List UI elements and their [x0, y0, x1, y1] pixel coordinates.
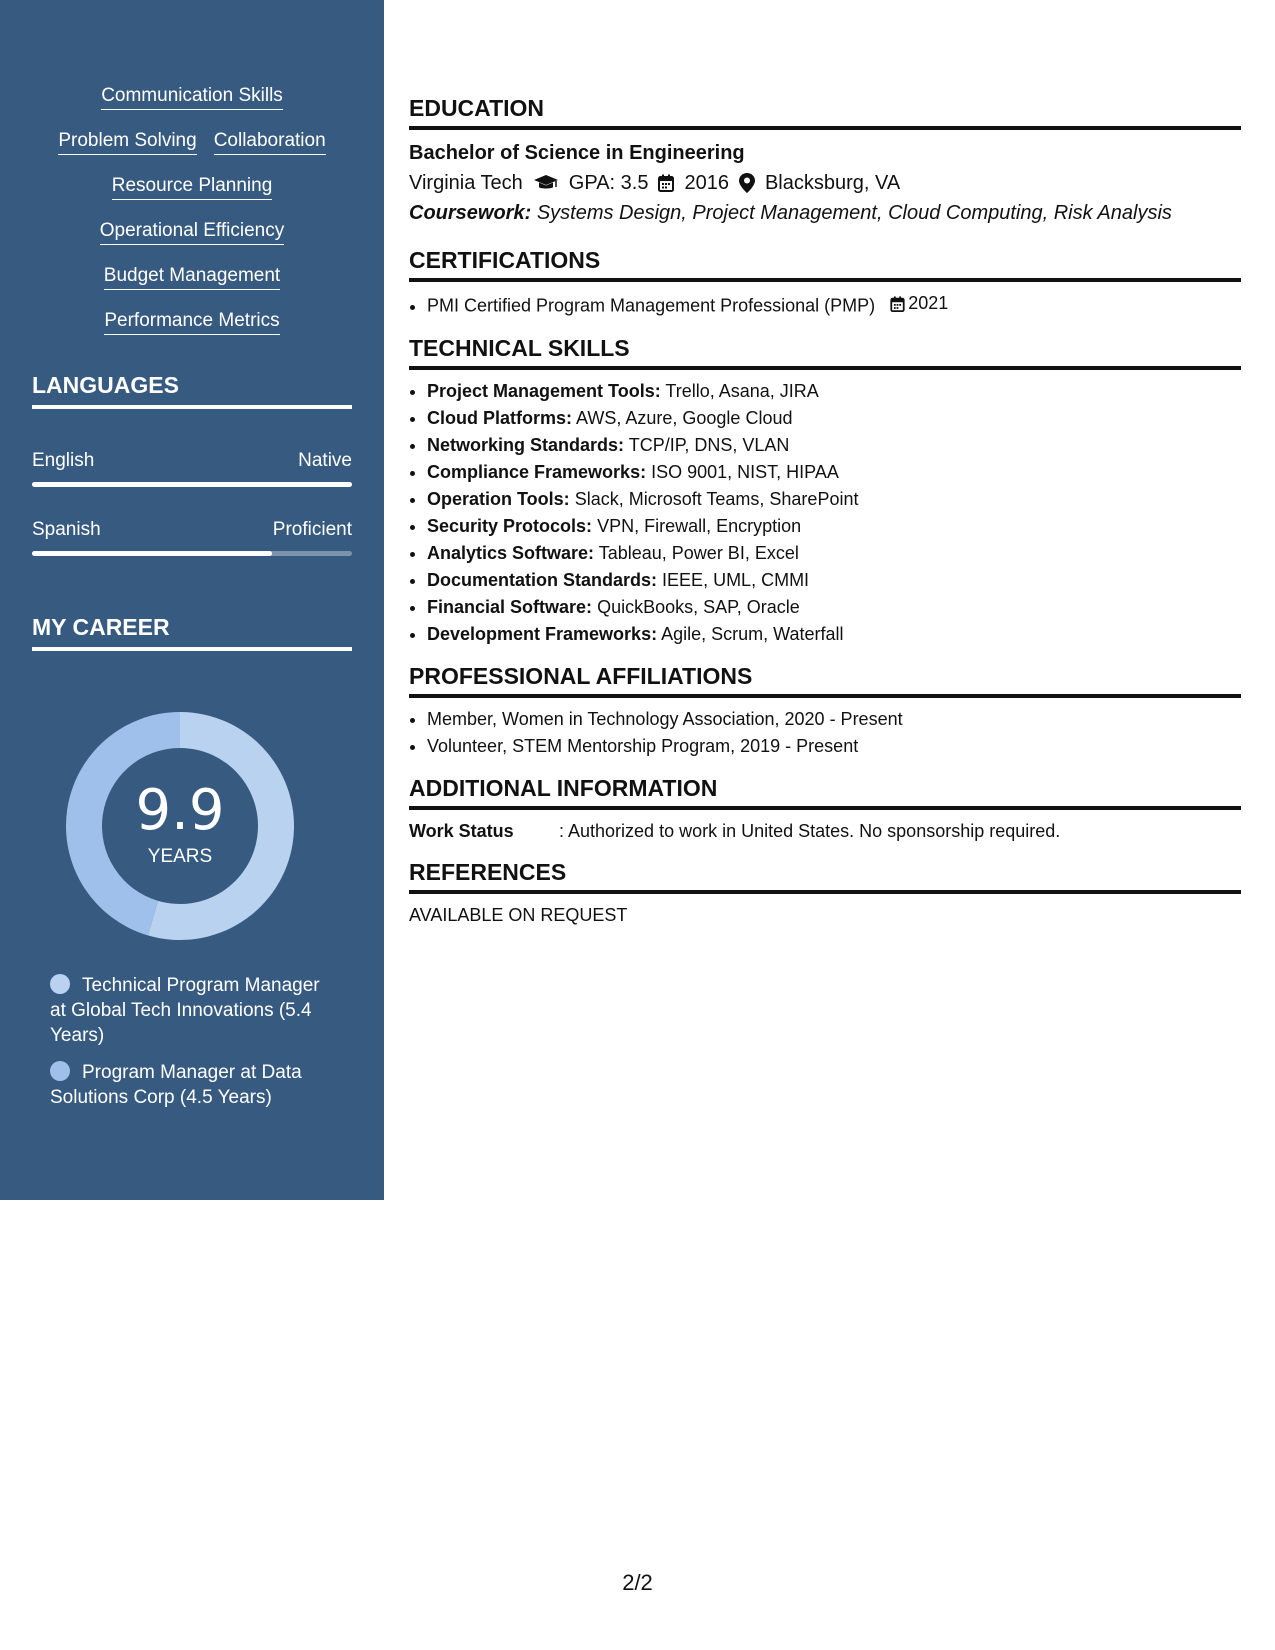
skill-tag: Operational Efficiency — [100, 219, 284, 245]
skill-row — [32, 174, 352, 219]
affiliations-list — [409, 706, 1241, 760]
career-total-years: 9.9 — [135, 778, 225, 843]
list-item — [427, 432, 1241, 459]
skill-value: TCP/IP, DNS, VLAN — [628, 434, 790, 455]
skill-row — [32, 129, 352, 174]
skill-label: Documentation Standards: — [427, 569, 658, 590]
career-item — [50, 973, 330, 1048]
career-item-text: Program Manager at Data Solutions Corp (4.5 Years) — [50, 1062, 302, 1108]
sidebar — [0, 0, 384, 1200]
skill-value: Tableau, Power BI, Excel — [598, 542, 799, 563]
skill-tag: Communication Skills — [101, 84, 283, 110]
skill-value: IEEE, UML, CMMI — [662, 569, 810, 590]
language-level: Proficient — [272, 519, 352, 540]
skill-tag: Resource Planning — [112, 174, 273, 200]
skill-label: Cloud Platforms: — [427, 407, 573, 428]
education-gpa: GPA: 3.5 — [568, 172, 649, 194]
skill-row — [32, 309, 352, 354]
education-year: 2016 — [684, 172, 729, 194]
skill-label: Project Management Tools: — [427, 380, 661, 401]
references-text: AVAILABLE ON REQUEST — [409, 904, 628, 925]
list-item — [427, 621, 1241, 648]
skill-label: Operation Tools: — [427, 488, 570, 509]
legend-dot-icon — [50, 974, 70, 994]
skill-label: Development Frameworks: — [427, 623, 658, 644]
skill-label: Security Protocols: — [427, 515, 593, 536]
skill-value: ISO 9001, NIST, HIPAA — [651, 461, 839, 482]
language-bar-fill — [32, 551, 272, 556]
main-content — [409, 94, 1241, 928]
list-item — [427, 567, 1241, 594]
certification-name: PMI Certified Program Management Professional (PMP) — [427, 295, 876, 316]
career-heading: MY CAREER — [32, 614, 352, 651]
coursework-label: Coursework: — [409, 202, 532, 224]
education-coursework — [409, 198, 1241, 228]
list-item — [427, 378, 1241, 405]
languages-heading: LANGUAGES — [32, 372, 352, 409]
career-total-unit: YEARS — [147, 846, 213, 867]
skill-value: VPN, Firewall, Encryption — [597, 515, 802, 536]
list-item: • Member, Women in Technology Association, 2020 - Present — [427, 706, 1241, 733]
skill-value: QuickBooks, SAP, Oracle — [597, 596, 800, 617]
list-item — [427, 459, 1241, 486]
skill-label: Compliance Frameworks: — [427, 461, 647, 482]
certification-year: 2021 — [908, 293, 949, 313]
language-row-english — [32, 450, 352, 472]
certifications-heading: CERTIFICATIONS — [409, 246, 1241, 282]
page-number: 2/2 — [622, 1570, 653, 1595]
language-bar-english — [32, 482, 352, 487]
language-bar-fill — [32, 482, 352, 487]
career-item — [50, 1060, 330, 1110]
skill-value: Slack, Microsoft Teams, SharePoint — [574, 488, 859, 509]
skill-tag: Budget Management — [104, 264, 280, 290]
work-status-label: Work Status — [409, 820, 514, 841]
education-details — [409, 168, 1241, 198]
education-degree: Bachelor of Science in Engineering — [409, 142, 745, 164]
skill-label: Analytics Software: — [427, 542, 595, 563]
skill-tag: Performance Metrics — [104, 309, 279, 335]
certification-date — [890, 290, 948, 317]
map-pin-icon — [739, 173, 755, 193]
technical-skills-list — [409, 378, 1241, 648]
technical-skills-heading: TECHNICAL SKILLS — [409, 334, 1241, 370]
skills-list — [32, 84, 352, 354]
list-item — [427, 540, 1241, 567]
language-level: Native — [298, 450, 352, 471]
additional-info-heading: ADDITIONAL INFORMATION — [409, 774, 1241, 810]
language-row-spanish — [32, 519, 352, 541]
skill-value: Agile, Scrum, Waterfall — [661, 623, 844, 644]
education-heading: EDUCATION — [409, 94, 1241, 130]
list-item — [427, 513, 1241, 540]
skill-value: AWS, Azure, Google Cloud — [576, 407, 793, 428]
education-location: Blacksburg, VA — [764, 172, 901, 194]
skill-row — [32, 264, 352, 309]
skill-label: Financial Software: — [427, 596, 593, 617]
skill-tag: Problem Solving — [58, 129, 196, 155]
graduation-cap-icon — [533, 174, 559, 192]
skill-value: Trello, Asana, JIRA — [665, 380, 819, 401]
list-item: • Volunteer, STEM Mentorship Program, 2019 - Present — [427, 733, 1241, 760]
career-item-text: Technical Program Manager at Global Tech Innovations (5.4 Years) — [50, 975, 320, 1046]
list-item — [427, 486, 1241, 513]
coursework-value: Systems Design, Project Management, Cloud Computing, Risk Analysis — [536, 202, 1172, 224]
language-name: English — [32, 450, 95, 471]
work-status-value: : Authorized to work in United States. No sponsorship required. — [559, 820, 1061, 841]
list-item — [427, 594, 1241, 621]
calendar-icon — [890, 296, 905, 312]
calendar-icon — [658, 174, 674, 192]
list-item — [427, 405, 1241, 432]
references-heading: REFERENCES — [409, 858, 1241, 894]
list-item — [427, 290, 1241, 320]
certifications-list — [409, 290, 1241, 320]
legend-dot-icon — [50, 1061, 70, 1081]
skill-row — [32, 84, 352, 129]
career-list — [50, 973, 330, 1122]
language-bar-spanish — [32, 551, 352, 556]
language-name: Spanish — [32, 519, 101, 540]
work-status-row — [409, 818, 1241, 844]
education-school: Virginia Tech — [409, 172, 523, 194]
skill-row — [32, 219, 352, 264]
affiliations-heading: PROFESSIONAL AFFILIATIONS — [409, 662, 1241, 698]
skill-label: Networking Standards: — [427, 434, 625, 455]
skill-tag: Collaboration — [214, 129, 326, 155]
